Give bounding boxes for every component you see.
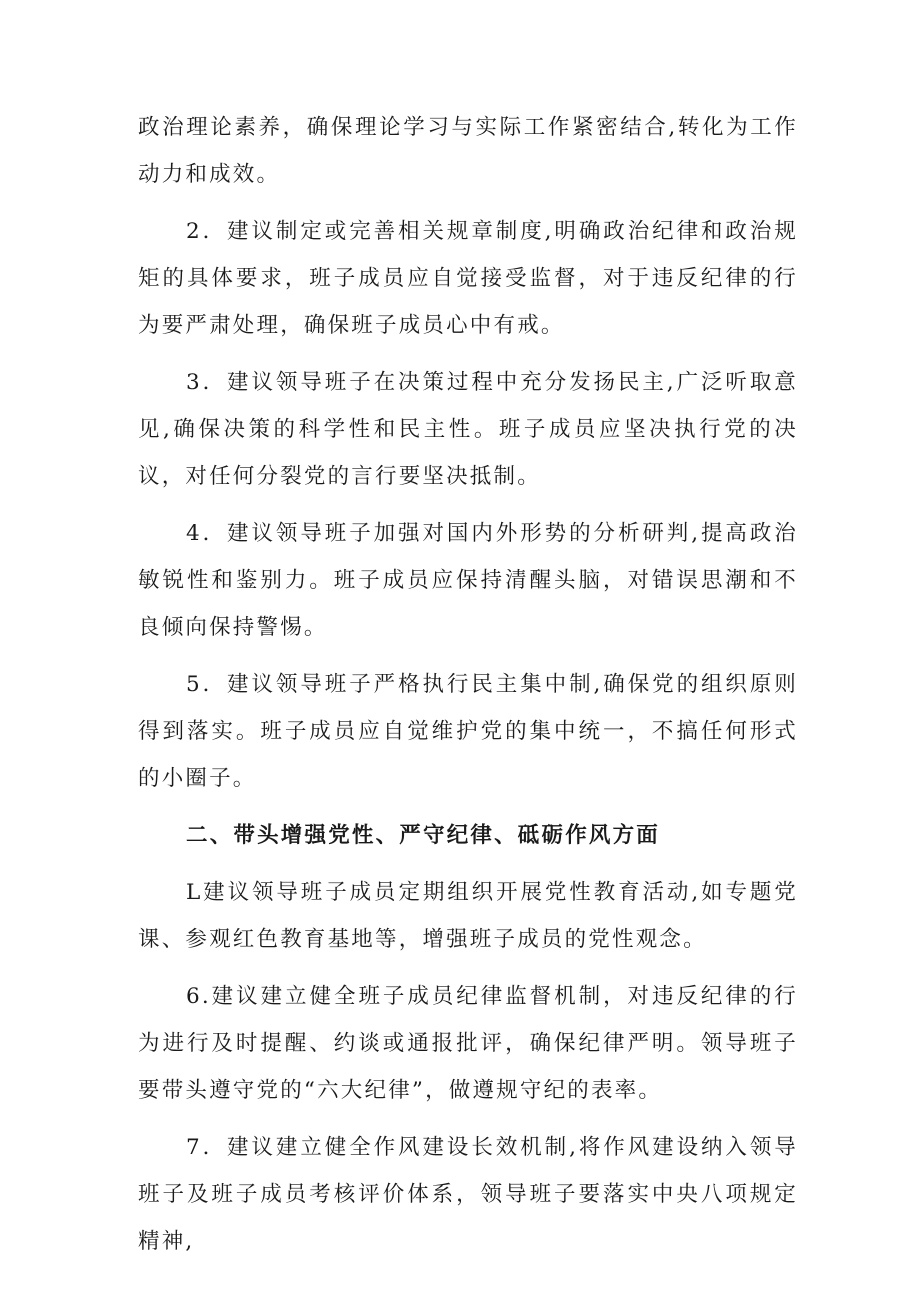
section-heading: 二、带头增强党性、严守纪律、砥砺作风方面 (186, 823, 661, 848)
paragraph-item-2: 2．建议制定或完善相关规章制度,明确政治纪律和政治规矩的具体要求，班子成员应自觉接受监督，对于违反纪律的行为要严肃处理，确保班子成员心中有戒。 (138, 219, 798, 338)
paragraph-item-4: 4．建议领导班子加强对国内外形势的分析研判,提高政治敏锐性和鉴别力。班子成员应保持清醒头脑，对错误思潮和不良倾向保持警惕。 (138, 521, 798, 640)
paragraph-item-1: L建议领导班子成员定期组织开展党性教育活动,如专题党课、参观红色教育基地等，增强班子成员的党性观念。 (138, 880, 798, 952)
paragraph-item-6: 6.建议建立健全班子成员纪律监督机制，对违反纪律的行为进行及时提醒、约谈或通报批评，确保纪律严明。领导班子要带头遵守党的“六大纪律”，做遵规守纪的表率。 (138, 984, 798, 1103)
paragraph-item-5: 5．建议领导班子严格执行民主集中制,确保党的组织原则得到落实。班子成员应自觉维护党的集中统一，不搞任何形式的小圈子。 (138, 672, 798, 791)
paragraph-continuation: 政治理论素养，确保理论学习与实际工作紧密结合,转化为工作动力和成效。 (138, 115, 798, 187)
paragraph-item-7: 7．建议建立健全作风建设长效机制,将作风建设纳入领导班子及班子成员考核评价体系，领导班子要落实中央八项规定精神, (138, 1135, 798, 1254)
paragraph-item-3: 3．建议领导班子在决策过程中充分发扬民主,广泛听取意见,确保决策的科学性和民主性。班子成员应坚决执行党的决议，对任何分裂党的言行要坚决抵制。 (138, 370, 798, 489)
document-body (138, 104, 798, 1275)
